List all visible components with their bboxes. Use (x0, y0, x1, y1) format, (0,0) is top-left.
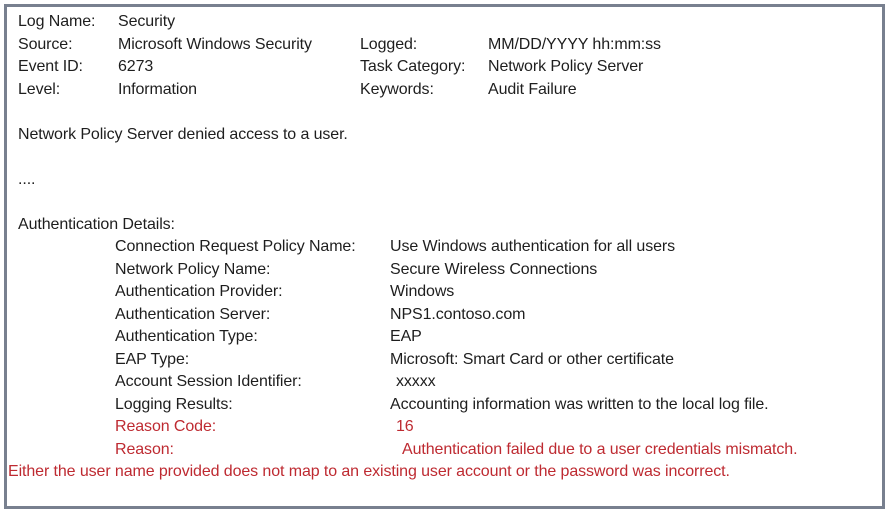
field-label: Connection Request Policy Name: (115, 238, 356, 255)
event-log-content (7, 7, 882, 484)
field-label: EAP Type: (115, 350, 190, 368)
detail-row-network-policy-name (18, 259, 874, 282)
detail-row-account-session-identifier (18, 371, 874, 394)
field-label: Account Session Identifier: (115, 373, 302, 390)
spacer (18, 191, 874, 214)
field-value: Microsoft: Smart Card or other certificate (390, 350, 674, 368)
field-value: Secure Wireless Connections (390, 260, 598, 278)
field-value: EAP (390, 328, 422, 345)
header-row-log-name (18, 11, 874, 34)
event-description: Network Policy Server denied access to a user. (18, 125, 348, 143)
event-log-panel (4, 4, 885, 509)
header-row-level-keywords (18, 79, 874, 102)
detail-row-authentication-provider (18, 281, 874, 304)
detail-row-authentication-type (18, 326, 874, 349)
auth-details-heading: Authentication Details: (18, 215, 175, 233)
field-label: Source: (18, 35, 73, 53)
detail-row-authentication-server (18, 304, 874, 327)
field-label: Logging Results: (115, 395, 233, 413)
detail-row-reason (18, 439, 874, 462)
field-label: Event ID: (18, 58, 83, 75)
field-value: Use Windows authentication for all users (390, 238, 676, 255)
field-value: Security (118, 13, 175, 30)
field-label: Network Policy Name: (115, 260, 271, 278)
field-value: xxxxx (396, 373, 436, 390)
field-label (360, 11, 488, 34)
ellipsis-text: .... (18, 170, 36, 188)
header-row-eventid-taskcategory (18, 56, 874, 79)
field-label: Level: (18, 80, 61, 98)
field-label: Logged: (360, 35, 418, 53)
field-label: Reason Code: (115, 418, 217, 435)
header-row-source-logged (18, 34, 874, 57)
detail-row-connection-request-policy (18, 236, 874, 259)
spacer (18, 146, 874, 169)
spacer (18, 101, 874, 124)
field-label: Reason: (115, 440, 174, 458)
field-value: NPS1.contoso.com (390, 305, 526, 323)
field-label: Authentication Provider: (115, 283, 283, 300)
detail-row-reason-code (18, 416, 874, 439)
field-value: 6273 (118, 58, 154, 75)
field-value: Information (118, 80, 197, 98)
field-label: Authentication Server: (115, 305, 271, 323)
field-label: Task Category: (360, 58, 466, 75)
field-label: Keywords: (360, 80, 434, 98)
detail-row-logging-results (18, 394, 874, 417)
field-value: 16 (396, 418, 414, 435)
field-value: Network Policy Server (488, 58, 644, 75)
detail-row-eap-type (18, 349, 874, 372)
field-label: Authentication Type: (115, 328, 258, 345)
field-value (488, 11, 874, 34)
footer-note: Either the user name provided does not map to an existing user account or the password was incorrect. (8, 463, 730, 480)
field-value: MM/DD/YYYY hh:mm:ss (488, 35, 661, 53)
field-label: Log Name: (18, 13, 96, 30)
field-value: Audit Failure (488, 80, 577, 98)
field-value: Microsoft Windows Security (118, 35, 312, 53)
field-value: Windows (390, 283, 455, 300)
field-value: Accounting information was written to the local log file. (390, 395, 769, 413)
field-value: Authentication failed due to a user credentials mismatch. (402, 440, 798, 458)
